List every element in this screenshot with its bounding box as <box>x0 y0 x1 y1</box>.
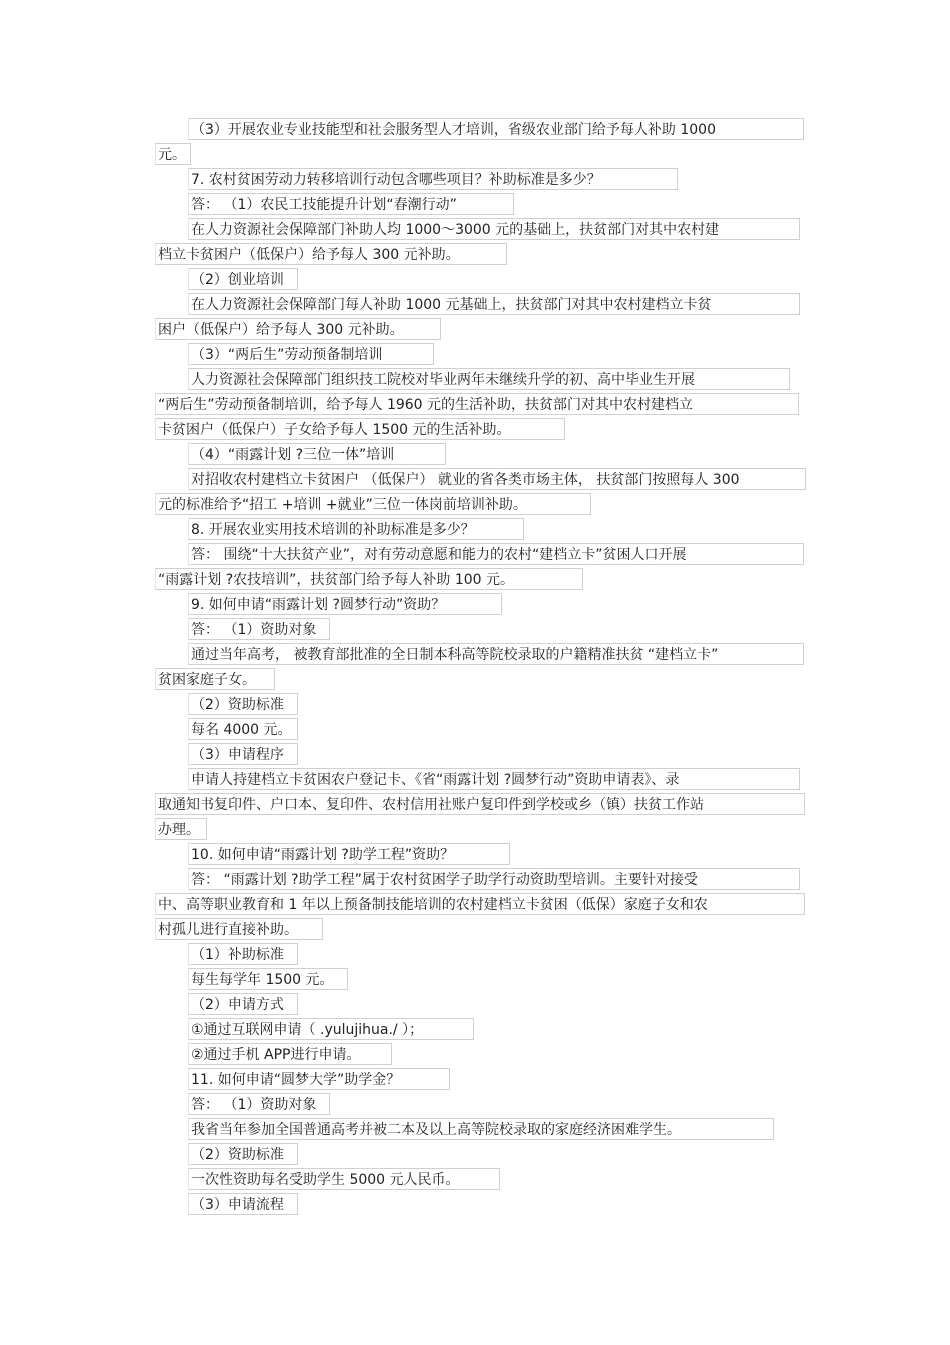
text-line: 在人力资源社会保障部门每人补助 1000 元基础上，扶贫部门对其中农村建档立卡贫 <box>188 293 800 315</box>
text-line: 8. 开展农业实用技术培训的补助标准是多少？ <box>188 518 524 540</box>
text-line: 档立卡贫困户（低保户）给予每人 300 元补助。 <box>155 243 507 265</box>
text-line: （3）开展农业专业技能型和社会服务型人才培训，省级农业部门给予每人补助 1000 <box>188 118 804 140</box>
text-line: 申请人持建档立卡贫困农户登记卡、《省“雨露计划 ?圆梦行动”资助申请表》、录 <box>188 768 800 790</box>
text-line: 答： 围绕“十大扶贫产业”，对有劳动意愿和能力的农村“建档立卡”贫困人口开展 <box>188 543 804 565</box>
text-line: （1）补助标准 <box>188 943 298 965</box>
text-line: 10. 如何申请“雨露计划 ?助学工程”资助？ <box>188 843 510 865</box>
text-line: 我省当年参加全国普通高考并被二本及以上高等院校录取的家庭经济困难学生。 <box>188 1118 774 1140</box>
text-line: 通过当年高考， 被教育部批准的全日制本科高等院校录取的户籍精准扶贫 “建档立卡” <box>188 643 804 665</box>
text-line: （4）“雨露计划 ?三位一体”培训 <box>188 443 446 465</box>
text-line: “雨露计划 ?农技培训”，扶贫部门给予每人补助 100 元。 <box>155 568 583 590</box>
text-line: （2）资助标准 <box>188 693 298 715</box>
text-line: 村孤儿进行直接补助。 <box>155 918 323 940</box>
text-line: 在人力资源社会保障部门补助人均 1000～3000 元的基础上，扶贫部门对其中农村建 <box>188 218 800 240</box>
text-line: （2）创业培训 <box>188 268 298 290</box>
text-line: 答： （1）资助对象 <box>188 618 330 640</box>
text-line: （2）申请方式 <box>188 993 298 1015</box>
text-line: 答： （1）农民工技能提升计划“春潮行动” <box>188 193 514 215</box>
text-line: 元。 <box>155 143 191 165</box>
text-line: 中、高等职业教育和 1 年以上预备制技能培训的农村建档立卡贫困（低保）家庭子女和农 <box>155 893 805 915</box>
text-line: （3）申请程序 <box>188 743 298 765</box>
text-line: 取通知书复印件、户口本、复印件、农村信用社账户复印件到学校或乡（镇）扶贫工作站 <box>155 793 805 815</box>
text-line: ②通过手机 APP进行申请。 <box>188 1043 392 1065</box>
text-line: 9. 如何申请“雨露计划 ?圆梦行动”资助？ <box>188 593 502 615</box>
text-line: 办理。 <box>155 818 207 840</box>
text-line: （2）资助标准 <box>188 1143 298 1165</box>
text-line: 每生每学年 1500 元。 <box>188 968 348 990</box>
text-line: “两后生”劳动预备制培训，给予每人 1960 元的生活补助，扶贫部门对其中农村建档立 <box>155 393 799 415</box>
text-line: 答： （1）资助对象 <box>188 1093 330 1115</box>
text-line: 对招收农村建档立卡贫困户 （低保户） 就业的省各类市场主体， 扶贫部门按照每人 300 <box>188 468 806 490</box>
text-line: 11. 如何申请“圆梦大学”助学金？ <box>188 1068 450 1090</box>
text-line: 元的标准给予“招工 +培训 +就业”三位一体岗前培训补助。 <box>155 493 591 515</box>
text-line: 人力资源社会保障部门组织技工院校对毕业两年未继续升学的初、高中毕业生开展 <box>188 368 790 390</box>
text-line: 一次性资助每名受助学生 5000 元人民币。 <box>188 1168 500 1190</box>
text-line: 答： “雨露计划 ?助学工程”属于农村贫困学子助学行动资助型培训。主要针对接受 <box>188 868 800 890</box>
text-line: 卡贫困户（低保户）子女给予每人 1500 元的生活补助。 <box>155 418 565 440</box>
text-line: （3）申请流程 <box>188 1193 298 1215</box>
text-line: 困户（低保户）给予每人 300 元补助。 <box>155 318 441 340</box>
text-line: 7. 农村贫困劳动力转移培训行动包含哪些项目？补助标准是多少？ <box>188 168 678 190</box>
text-line: ①通过互联网申请（ .yulujihua./ ）； <box>188 1018 474 1040</box>
text-line: 每名 4000 元。 <box>188 718 298 740</box>
text-line: 贫困家庭子女。 <box>155 668 275 690</box>
text-line: （3）“两后生”劳动预备制培训 <box>188 343 434 365</box>
